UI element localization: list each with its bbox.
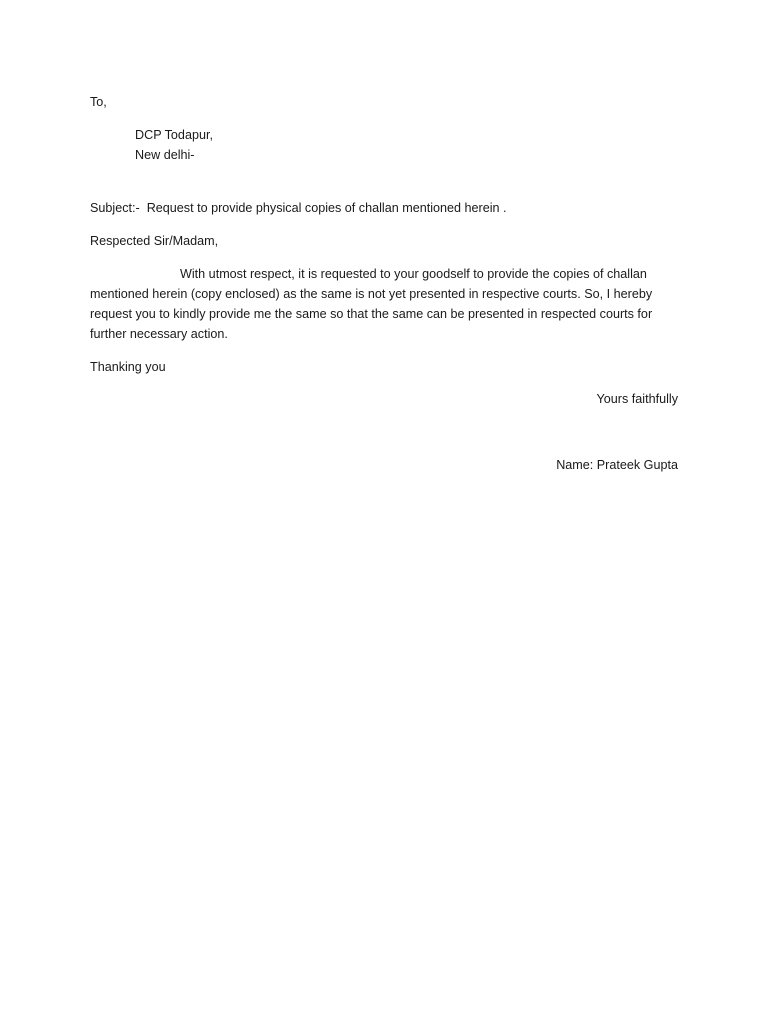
subject-line: Subject:- Request to provide physical copies of challan mentioned herein .	[90, 201, 507, 215]
signature-name: Name: Prateek Gupta	[556, 458, 678, 472]
body-line: further necessary action.	[90, 327, 228, 341]
salutation-to: To,	[90, 95, 107, 109]
body-paragraph	[90, 264, 680, 344]
closing-line: Yours faithfully	[596, 392, 678, 406]
greeting: Respected Sir/Madam,	[90, 234, 219, 248]
addressee-name: DCP Todapur,	[135, 128, 213, 142]
addressee-location: New delhi-	[135, 148, 195, 162]
body-line: With utmost respect, it is requested to your goodself to provide the copies of challan	[180, 267, 647, 281]
thanks-line: Thanking you	[90, 360, 166, 374]
body-line: request you to kindly provide me the same so that the same can be presented in respected courts for	[90, 307, 653, 321]
body-line: mentioned herein (copy enclosed) as the same is not yet presented in respective courts. So, I hereby	[90, 287, 653, 301]
